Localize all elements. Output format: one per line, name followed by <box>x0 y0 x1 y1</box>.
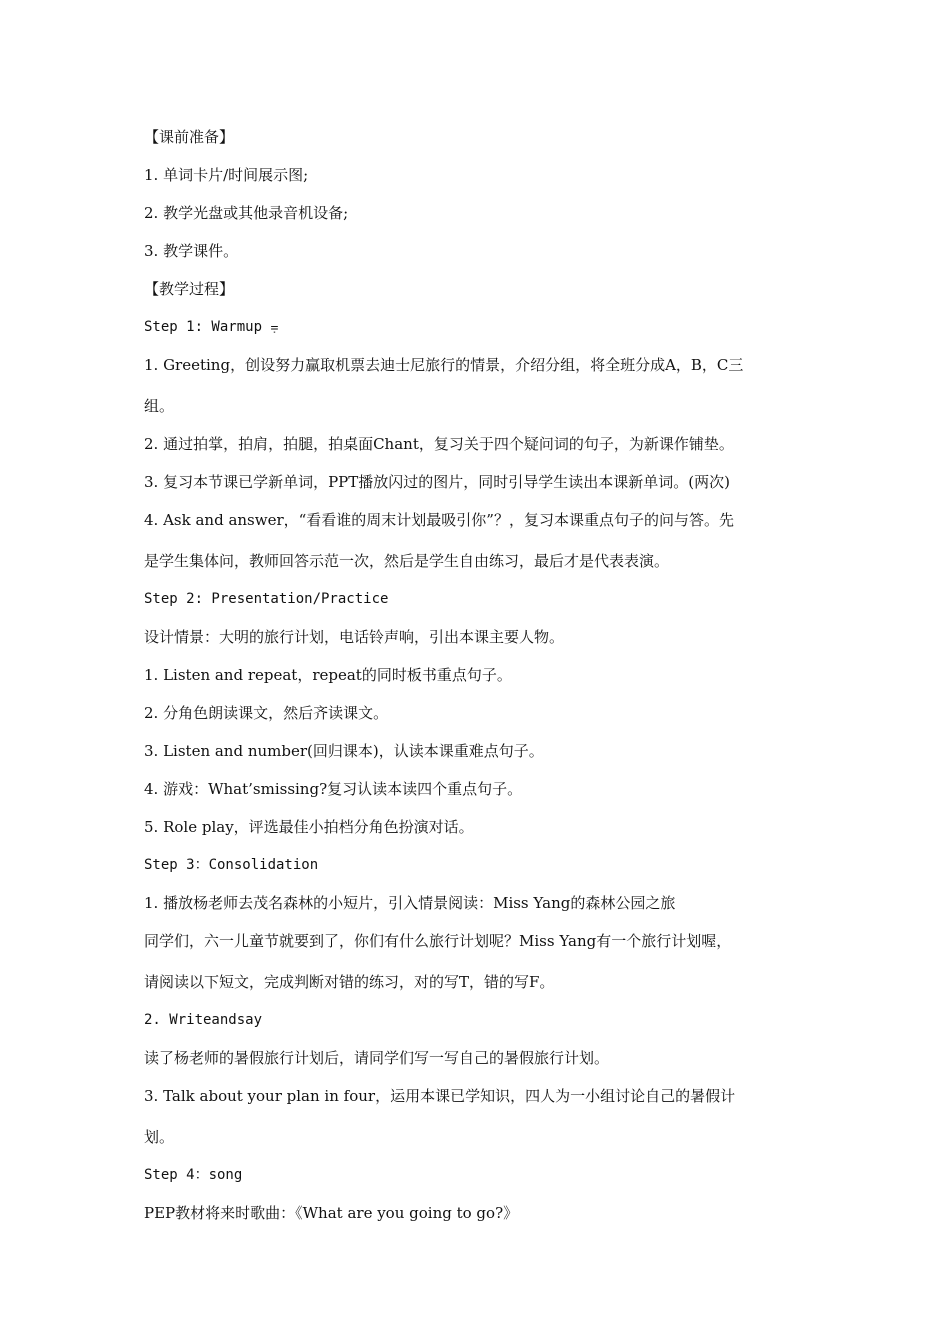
step-2-item-3: 3. Listen and number(回归课本)，认读本课重难点句子。 <box>144 742 544 760</box>
step-4-heading: Step 4：song <box>144 1167 243 1183</box>
step-3-item-1: 1. 播放杨老师去茂名森林的小短片，引入情景阅读：Miss Yang的森林公园之旅 <box>144 894 676 912</box>
step-1-heading: Step 1: Warmup ⩦ <box>144 319 279 335</box>
step-2-item-5: 5. Role play，评选最佳小拍档分角色扮演对话。 <box>144 818 474 836</box>
step-3-item-2: 2. Writeandsay <box>144 1012 263 1028</box>
prep-item-2: 2. 教学光盘或其他录音机设备; <box>144 204 349 222</box>
step-3-reading-line-1: 同学们，六一儿童节就要到了，你们有什么旅行计划呢？Miss Yang有一个旅行计划喔， <box>144 932 732 950</box>
prep-item-3: 3. 教学课件。 <box>144 242 239 260</box>
step-1-item-1-line-2: 组。 <box>144 397 175 415</box>
step-2-item-4: 4. 游戏：What’smissing?复习认读本读四个重点句子。 <box>144 780 523 798</box>
step-3-heading: Step 3：Consolidation <box>144 857 319 873</box>
step-1-item-2: 2. 通过拍掌，拍肩，拍腿，拍桌面Chant，复习关于四个疑问词的句子，为新课作铺垫。 <box>144 435 734 453</box>
step-1-item-1-line-1: 1. Greeting，创设努力赢取机票去迪士尼旅行的情景，介绍分组，将全班分成A，B，C三 <box>144 356 744 374</box>
step-1-item-3: 3. 复习本节课已学新单词，PPT播放闪过的图片，同时引导学生读出本课新单词。(两次) <box>144 473 730 491</box>
step-2-item-1: 1. Listen and repeat，repeat的同时板书重点句子。 <box>144 666 512 684</box>
document-body <box>144 124 814 1238</box>
step-3-writing-instruction: 读了杨老师的暑假旅行计划后，请同学们写一写自己的暑假旅行计划。 <box>144 1049 610 1067</box>
step-1-item-4-line-2: 是学生集体问，教师回答示范一次，然后是学生自由练习，最后才是代表表演。 <box>144 552 670 570</box>
step-4-song: PEP教材将来时歌曲：《What are you going to go?》 <box>144 1204 519 1222</box>
step-3-item-3-line-1: 3. Talk about your plan in four，运用本课已学知识，四人为一小组讨论自己的暑假计 <box>144 1087 736 1105</box>
section-heading-preparation: 【课前准备】 <box>144 128 235 146</box>
step-3-item-3-line-2: 划。 <box>144 1128 175 1146</box>
step-3-reading-line-2: 请阅读以下短文，完成判断对错的练习，对的写T，错的写F。 <box>144 973 555 991</box>
step-2-heading: Step 2: Presentation/Practice <box>144 591 389 607</box>
step-2-item-2: 2. 分角色朗读课文，然后齐读课文。 <box>144 704 389 722</box>
step-1-item-4-line-1: 4. Ask and answer，“看看谁的周末计划最吸引你”？，复习本课重点句子的问与答。先 <box>144 511 734 529</box>
step-2-scenario: 设计情景：大明的旅行计划，电话铃声响，引出本课主要人物。 <box>144 628 565 646</box>
prep-item-1: 1. 单词卡片/时间展示图; <box>144 166 309 184</box>
section-heading-process: 【教学过程】 <box>144 280 235 298</box>
